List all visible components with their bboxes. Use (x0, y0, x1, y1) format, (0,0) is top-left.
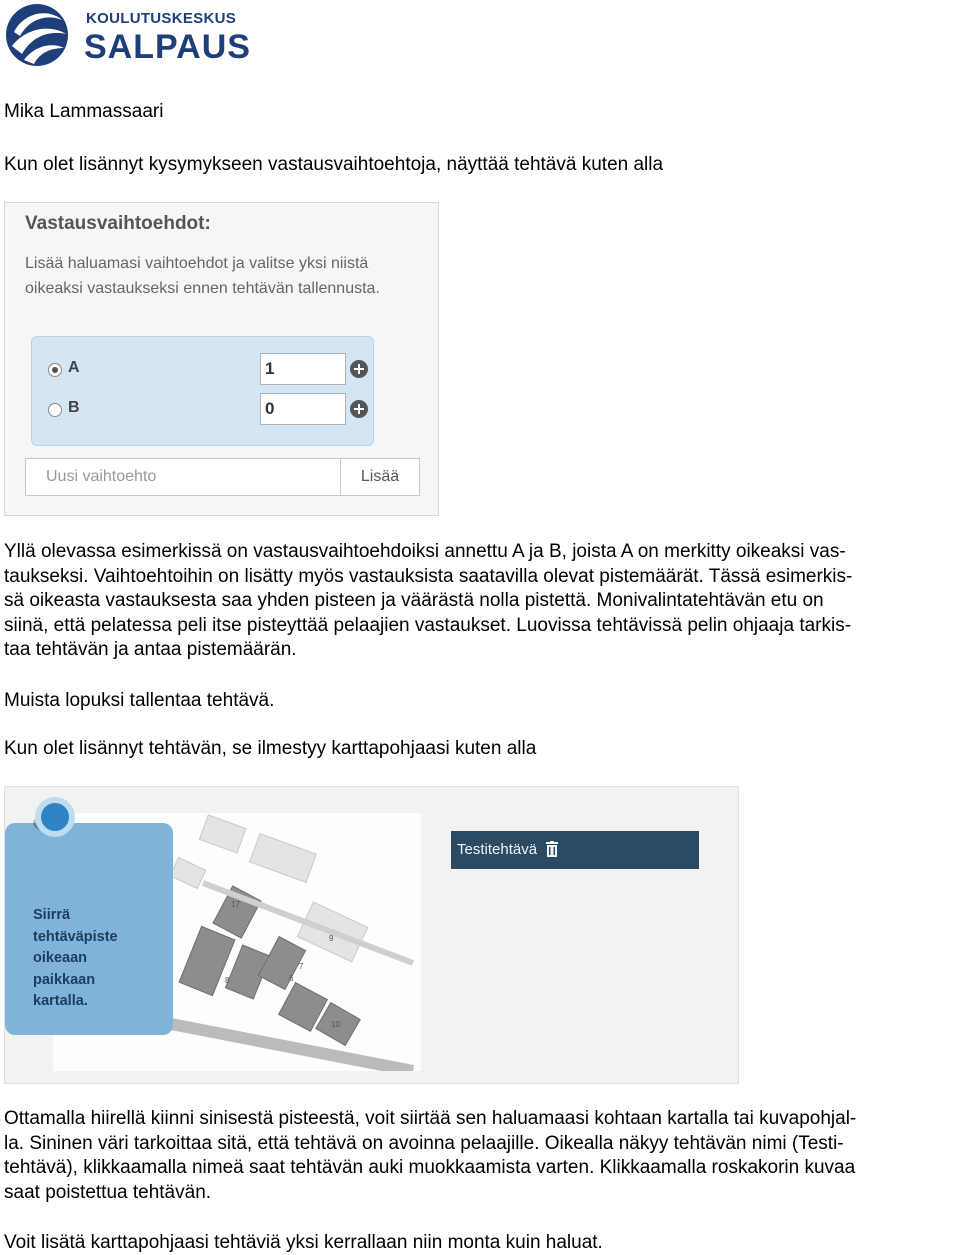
options-title: Vastausvaihtoehdot: (25, 213, 211, 234)
trash-icon[interactable] (546, 841, 558, 857)
tooltip-line: oikeaan (33, 950, 87, 966)
text-line: siinä, että pelatessa peli itse pisteyttää pelaajien vastaukset. Luovissa tehtävissä pelin ohjaaja tarkis- (4, 614, 852, 636)
text-line: Ottamalla hiirellä kiinni sinisestä pisteestä, voit siirtää sen haluamaasi kohtaan kartalla tai kuvapohjal- (4, 1108, 857, 1129)
option-b-radio[interactable] (48, 403, 62, 417)
task-name-link[interactable] (451, 831, 699, 869)
move-point-tooltip (5, 823, 173, 1035)
tooltip-text (33, 905, 153, 1013)
option-a-radio[interactable] (48, 363, 62, 377)
intro-text: Kun olet lisännyt kysymykseen vastausvaihtoehtoja, näyttää tehtävä kuten alla (4, 154, 664, 175)
option-b-points-input[interactable]: 0 (260, 393, 346, 425)
map-label: 7 (299, 962, 304, 971)
task-map-pin[interactable] (35, 797, 75, 837)
reminder-text: Muista lopuksi tallentaa tehtävä. (4, 690, 275, 711)
salpaus-logo-icon (4, 2, 70, 68)
option-b-add-icon[interactable] (350, 400, 368, 418)
author-name: Mika Lammassaari (4, 101, 164, 122)
explanation-paragraph (4, 540, 956, 663)
text-line: taa tehtävän ja antaa pistemäärän. (4, 639, 297, 660)
option-a-add-icon[interactable] (350, 360, 368, 378)
text-line: sä oikeasta vastauksesta saa yhden pisteen ja väärästä nolla pistettä. Monivalintatehtävän etu on (4, 590, 824, 611)
tooltip-line: tehtäväpiste (33, 928, 118, 945)
tooltip-line: Siirrä (33, 907, 71, 923)
map-intro-text: Kun olet lisännyt tehtävän, se ilmestyy karttapohjaasi kuten alla (4, 738, 537, 759)
map-label: 8 (225, 976, 230, 985)
map-label: 6 (289, 974, 294, 983)
salpaus-logo (4, 2, 254, 68)
answer-options-screenshot (4, 202, 439, 516)
tooltip-line: kartalla. (33, 993, 88, 1009)
text-line: Yllä olevassa esimerkissä on vastausvaihtoehdoiksi annettu A ja B, joista A on merkitty oikeaksi vas- (4, 541, 846, 562)
logo-top-text: KOULUTUSKESKUS (86, 10, 237, 27)
options-box (31, 336, 374, 446)
text-line: taukseksi. Vaihtoehtoihin on lisätty myös vastauksista saatavilla olevat pistemäärät. Tässä esimerkis- (4, 565, 853, 587)
option-a-points-input[interactable]: 1 (260, 353, 346, 385)
map-explanation-paragraph (4, 1107, 956, 1205)
add-option-button[interactable]: Lisää (340, 458, 420, 496)
text-line: saat poistettua tehtävän. (4, 1181, 212, 1203)
logo-main-text: SALPAUS (84, 28, 251, 66)
map-screenshot (4, 786, 739, 1084)
map-label: 9 (329, 934, 334, 943)
text-line: la. Sininen väri tarkoittaa sitä, että tehtävä on avoinna pelaajille. Oikealla näkyy tehtävän nimi (Testi- (4, 1132, 844, 1154)
map-label: 17 (231, 900, 240, 909)
options-help-text: Lisää haluamasi vaihtoehdot ja valitse yksi niistä oikeaksi vastaukseksi ennen tehtävän tallennusta. (25, 255, 380, 297)
task-name[interactable]: Testitehtävä (457, 841, 538, 858)
tooltip-line: paikkaan (33, 971, 96, 988)
map-label: 10 (331, 1020, 340, 1029)
text-line: tehtävä), klikkaamalla nimeä saat tehtävän auki muokkaamista varten. Klikkaamalla roskakorin kuvaa (4, 1157, 856, 1178)
new-option-input[interactable]: Uusi vaihtoehto (25, 458, 341, 496)
closing-text: Voit lisätä karttapohjaasi tehtäviä yksi kerrallaan niin monta kuin haluat. (4, 1232, 603, 1253)
option-b-label: B (68, 399, 80, 416)
option-a-label: A (68, 359, 80, 376)
